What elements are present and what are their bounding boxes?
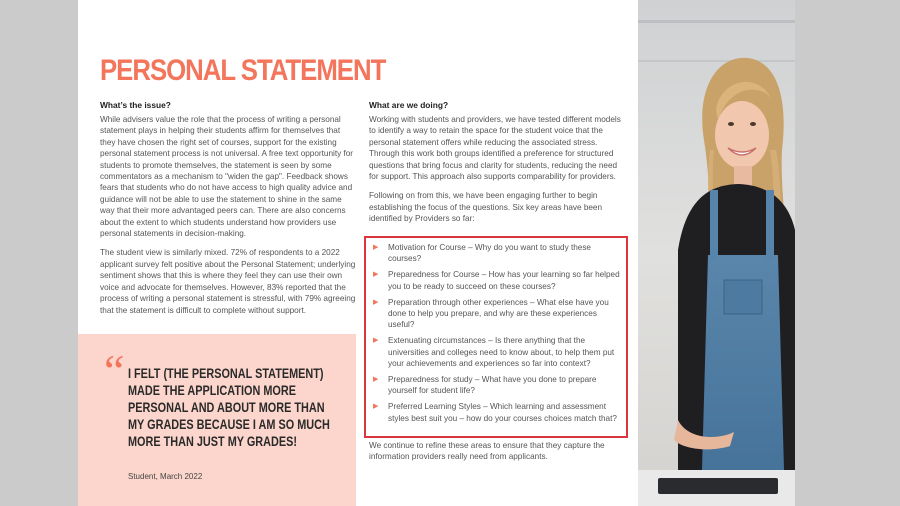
list-item: ▶ Preparation through other experiences – What else have you done to help you prepare, and why are these experiences useful? [373,297,609,330]
closing-paragraph: We continue to refine these areas to ensure that they capture the information providers really need from applicants. [369,441,605,462]
issue-heading: What’s the issue? [100,100,171,110]
pull-quote: I FELT (THE PERSONAL STATEMENT) MADE THE APPLICATION MORE PERSONAL AND ABOUT MORE THAN MY GRADES BECAUSE I AM SO MUCH MORE THAN JUST MY GRADES! [128,366,330,449]
triangle-right-icon: ▶ [373,244,379,251]
list-item: ▶ Preparedness for Course – How has your learning so far helped you to be ready to succeed on these courses? [373,270,620,291]
list-item: ▶ Extenuating circumstances – Is there anything that the universities and colleges need to know about, to help them put your achievements and experiences so far into context? [373,336,615,368]
left-gutter [0,0,78,506]
triangle-right-icon: ▶ [373,298,379,306]
doing-paragraph-1: Working with students and providers, we have tested different models to identify a way to retain the space for the student voice that the personal statement offers while reducing the associated stress. Through this work both groups identified a preference for structured questions that bring focus and clarity for students, reducing the need for support. This approach also supports comparability for providers. [369,115,621,182]
quote-mark-icon: “ [104,345,125,396]
right-column [369,100,627,233]
triangle-right-icon: ▶ [373,337,379,345]
list-item: ▶ Motivation for Course – Why do you want to study these courses? [373,243,591,264]
issue-paragraph-1: While advisers value the role that the process of writing a personal statement plays in helping their students affirm for themselves that they have chosen the right set of courses, support for the existing personal statement process is not universal. A free text opportunity for students to promote themselves, the statement is seen by some commentators as a mechanism to "widen the gap". Feedback shows fears that students who do not have access to high quality advice and guidance will not be able to use the statement to shine in the same way that their more advantaged peers can. There are also concerns about the extent to which students understand how providers use personal statements in decision-making. [100,115,354,239]
triangle-right-icon: ▶ [373,271,379,279]
quote-attribution: Student, March 2022 [128,472,203,481]
student-photo [638,0,795,506]
key-areas-highlight-box [364,236,628,438]
list-item: ▶ Preferred Learning Styles – Which learning and assessment styles best suit you – how do your courses choices match that? [373,402,617,423]
doing-paragraph-2: Following on from this, we have been engaging further to begin establishing the focus of the questions. Six key areas have been identified by Providers so far: [369,191,603,224]
triangle-right-icon: ▶ [373,376,379,384]
triangle-right-icon: ▶ [373,403,379,411]
issue-paragraph-2: The student view is similarly mixed. 72% of respondents to a 2022 applicant survey felt positive about the Personal Statement; underlying sentiment shows that this is where they feel they can use their own voice and advocate for themselves. However, 83% reported that the process of writing a personal statement is stressful, with 79% agreeing that the statement is difficult to complete without support. [100,248,356,315]
list-item: ▶ Preparedness for study – What have you done to prepare yourself for student life? [373,375,597,396]
document-page [78,0,638,506]
closing-text [369,440,627,471]
page-title: PERSONAL STATEMENT [100,54,386,87]
student-photo-illustration [638,0,795,506]
right-gutter [795,0,900,506]
doing-heading: What are we doing? [369,100,449,110]
quote-panel [78,334,356,506]
left-column [100,100,356,324]
